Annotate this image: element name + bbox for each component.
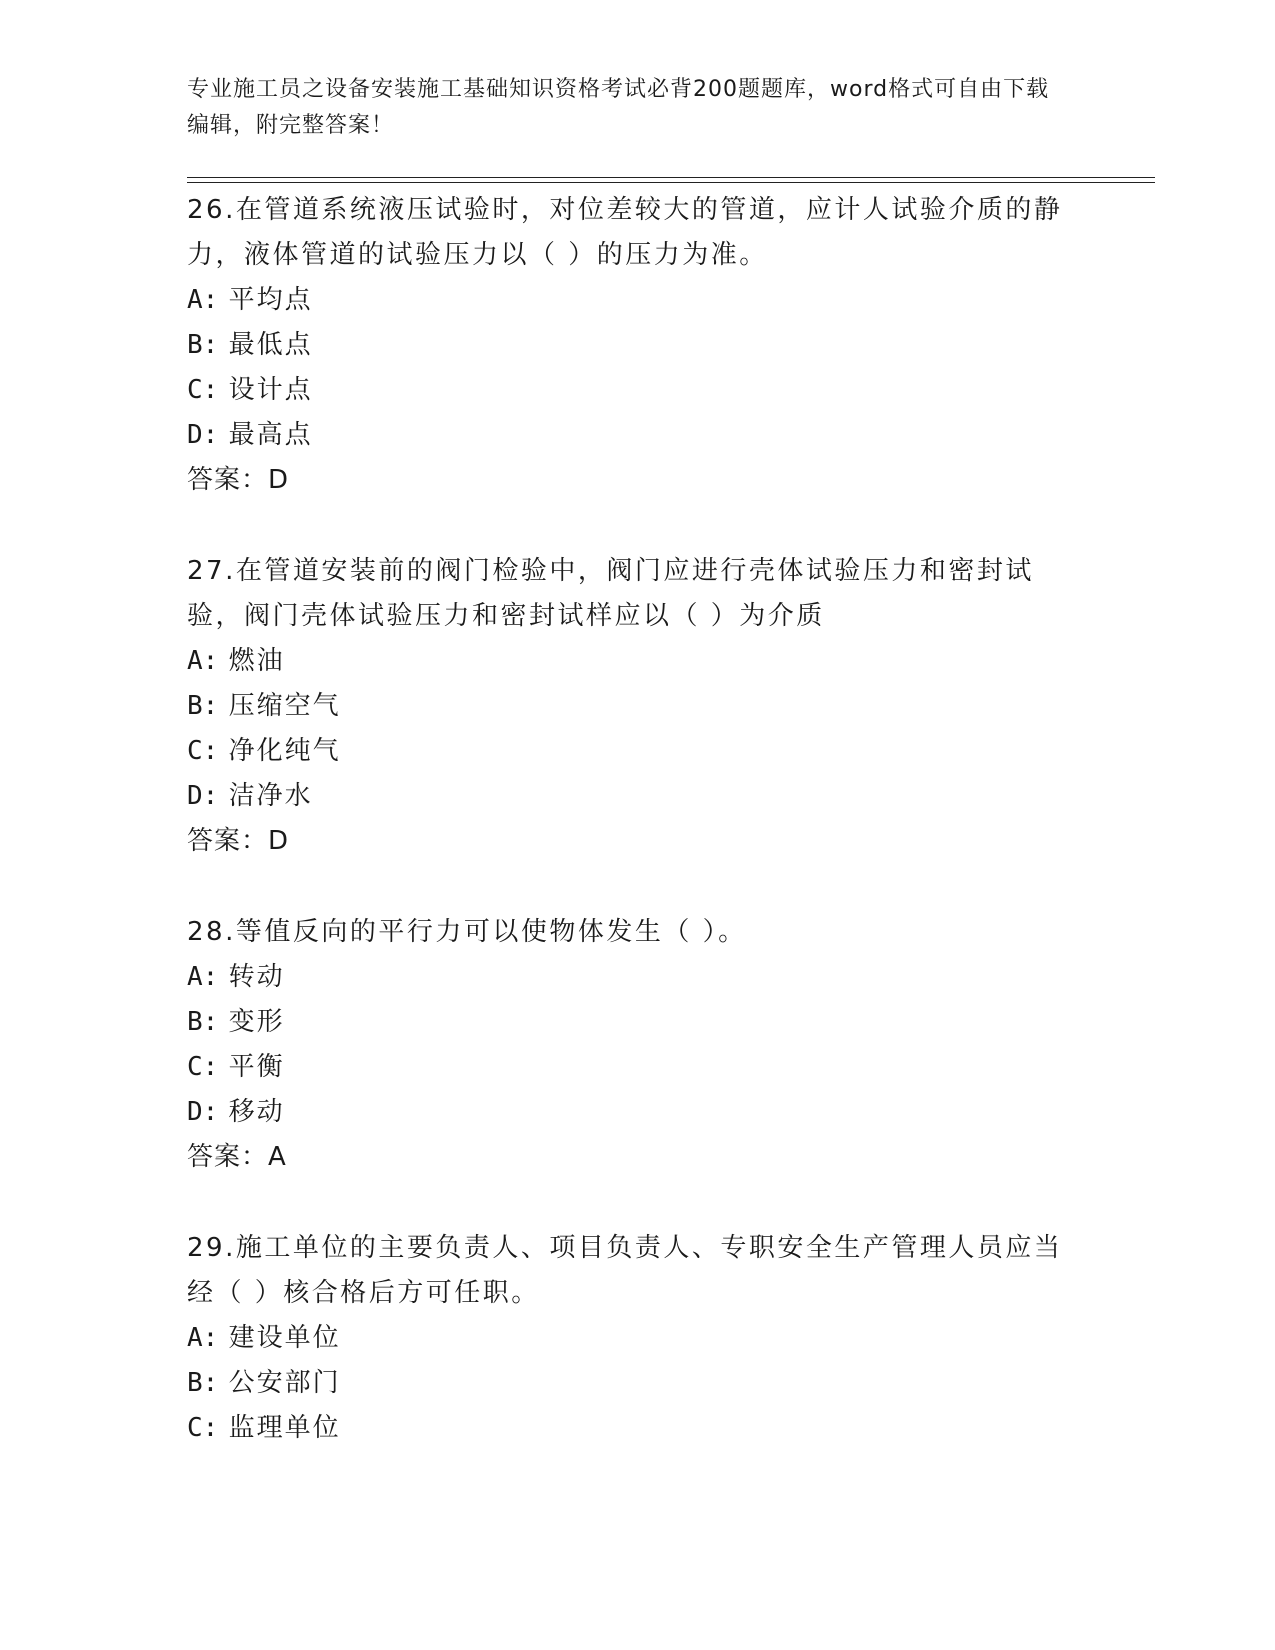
option-c (187, 368, 1087, 413)
document-header: 专业施工员之设备安装施工基础知识资格考试必背200题题库，word格式可自由下载编辑，附完整答案！ (187, 77, 1050, 138)
option-a (187, 1316, 1087, 1361)
option-a (187, 639, 1087, 684)
option-text: 最低点 (228, 330, 313, 360)
option-text: 燃油 (228, 646, 285, 676)
option-label: A: (187, 1323, 219, 1353)
option-text: 移动 (228, 1097, 285, 1127)
answer: 答案：A (187, 1142, 287, 1172)
answer: 答案：D (187, 826, 290, 856)
option-d (187, 413, 1087, 458)
option-text: 公安部门 (228, 1368, 341, 1398)
option-b (187, 1361, 1087, 1406)
option-text: 洁净水 (228, 781, 313, 811)
option-b (187, 684, 1087, 729)
option-label: B: (187, 330, 219, 360)
option-text: 监理单位 (228, 1413, 341, 1443)
question-text: 29.施工单位的主要负责人、项目负责人、专职安全生产管理人员应当经（ ）核合格后方可任职。 (187, 1233, 1063, 1308)
option-label: A: (187, 962, 219, 992)
option-b (187, 323, 1087, 368)
question-text: 26.在管道系统液压试验时，对位差较大的管道，应计人试验介质的静力，液体管道的试验压力以（ ）的压力为准。 (187, 195, 1063, 270)
question-29 (187, 1226, 1087, 1451)
option-label: A: (187, 285, 219, 315)
option-label: C: (187, 375, 219, 405)
option-c (187, 1045, 1087, 1090)
option-text: 建设单位 (228, 1323, 341, 1353)
option-text: 转动 (228, 962, 285, 992)
option-label: A: (187, 646, 219, 676)
option-label: B: (187, 1368, 219, 1398)
option-c (187, 1406, 1087, 1451)
header-divider-top (187, 177, 1155, 178)
option-label: C: (187, 1413, 219, 1443)
option-d (187, 774, 1087, 819)
option-text: 最高点 (228, 420, 313, 450)
option-label: D: (187, 781, 219, 811)
option-text: 压缩空气 (228, 691, 341, 721)
option-label: C: (187, 1052, 219, 1082)
option-a (187, 278, 1087, 323)
header-divider-bottom (187, 182, 1155, 183)
answer: 答案：D (187, 465, 290, 495)
option-b (187, 1000, 1087, 1045)
option-c (187, 729, 1087, 774)
option-d (187, 1090, 1087, 1135)
option-label: D: (187, 420, 219, 450)
option-label: B: (187, 691, 219, 721)
question-26 (187, 188, 1087, 503)
option-text: 平衡 (228, 1052, 285, 1082)
option-label: C: (187, 736, 219, 766)
question-27 (187, 549, 1087, 864)
option-text: 净化纯气 (228, 736, 341, 766)
question-text: 28.等值反向的平行力可以使物体发生（ ）。 (187, 917, 747, 947)
option-text: 设计点 (228, 375, 313, 405)
option-text: 变形 (228, 1007, 285, 1037)
option-label: B: (187, 1007, 219, 1037)
question-28 (187, 910, 1087, 1180)
question-text: 27.在管道安装前的阀门检验中，阀门应进行壳体试验压力和密封试验，阀门壳体试验压力和密封试样应以（ ）为介质 (187, 556, 1034, 631)
option-label: D: (187, 1097, 219, 1127)
option-text: 平均点 (228, 285, 313, 315)
question-list (187, 188, 1087, 1497)
option-a (187, 955, 1087, 1000)
